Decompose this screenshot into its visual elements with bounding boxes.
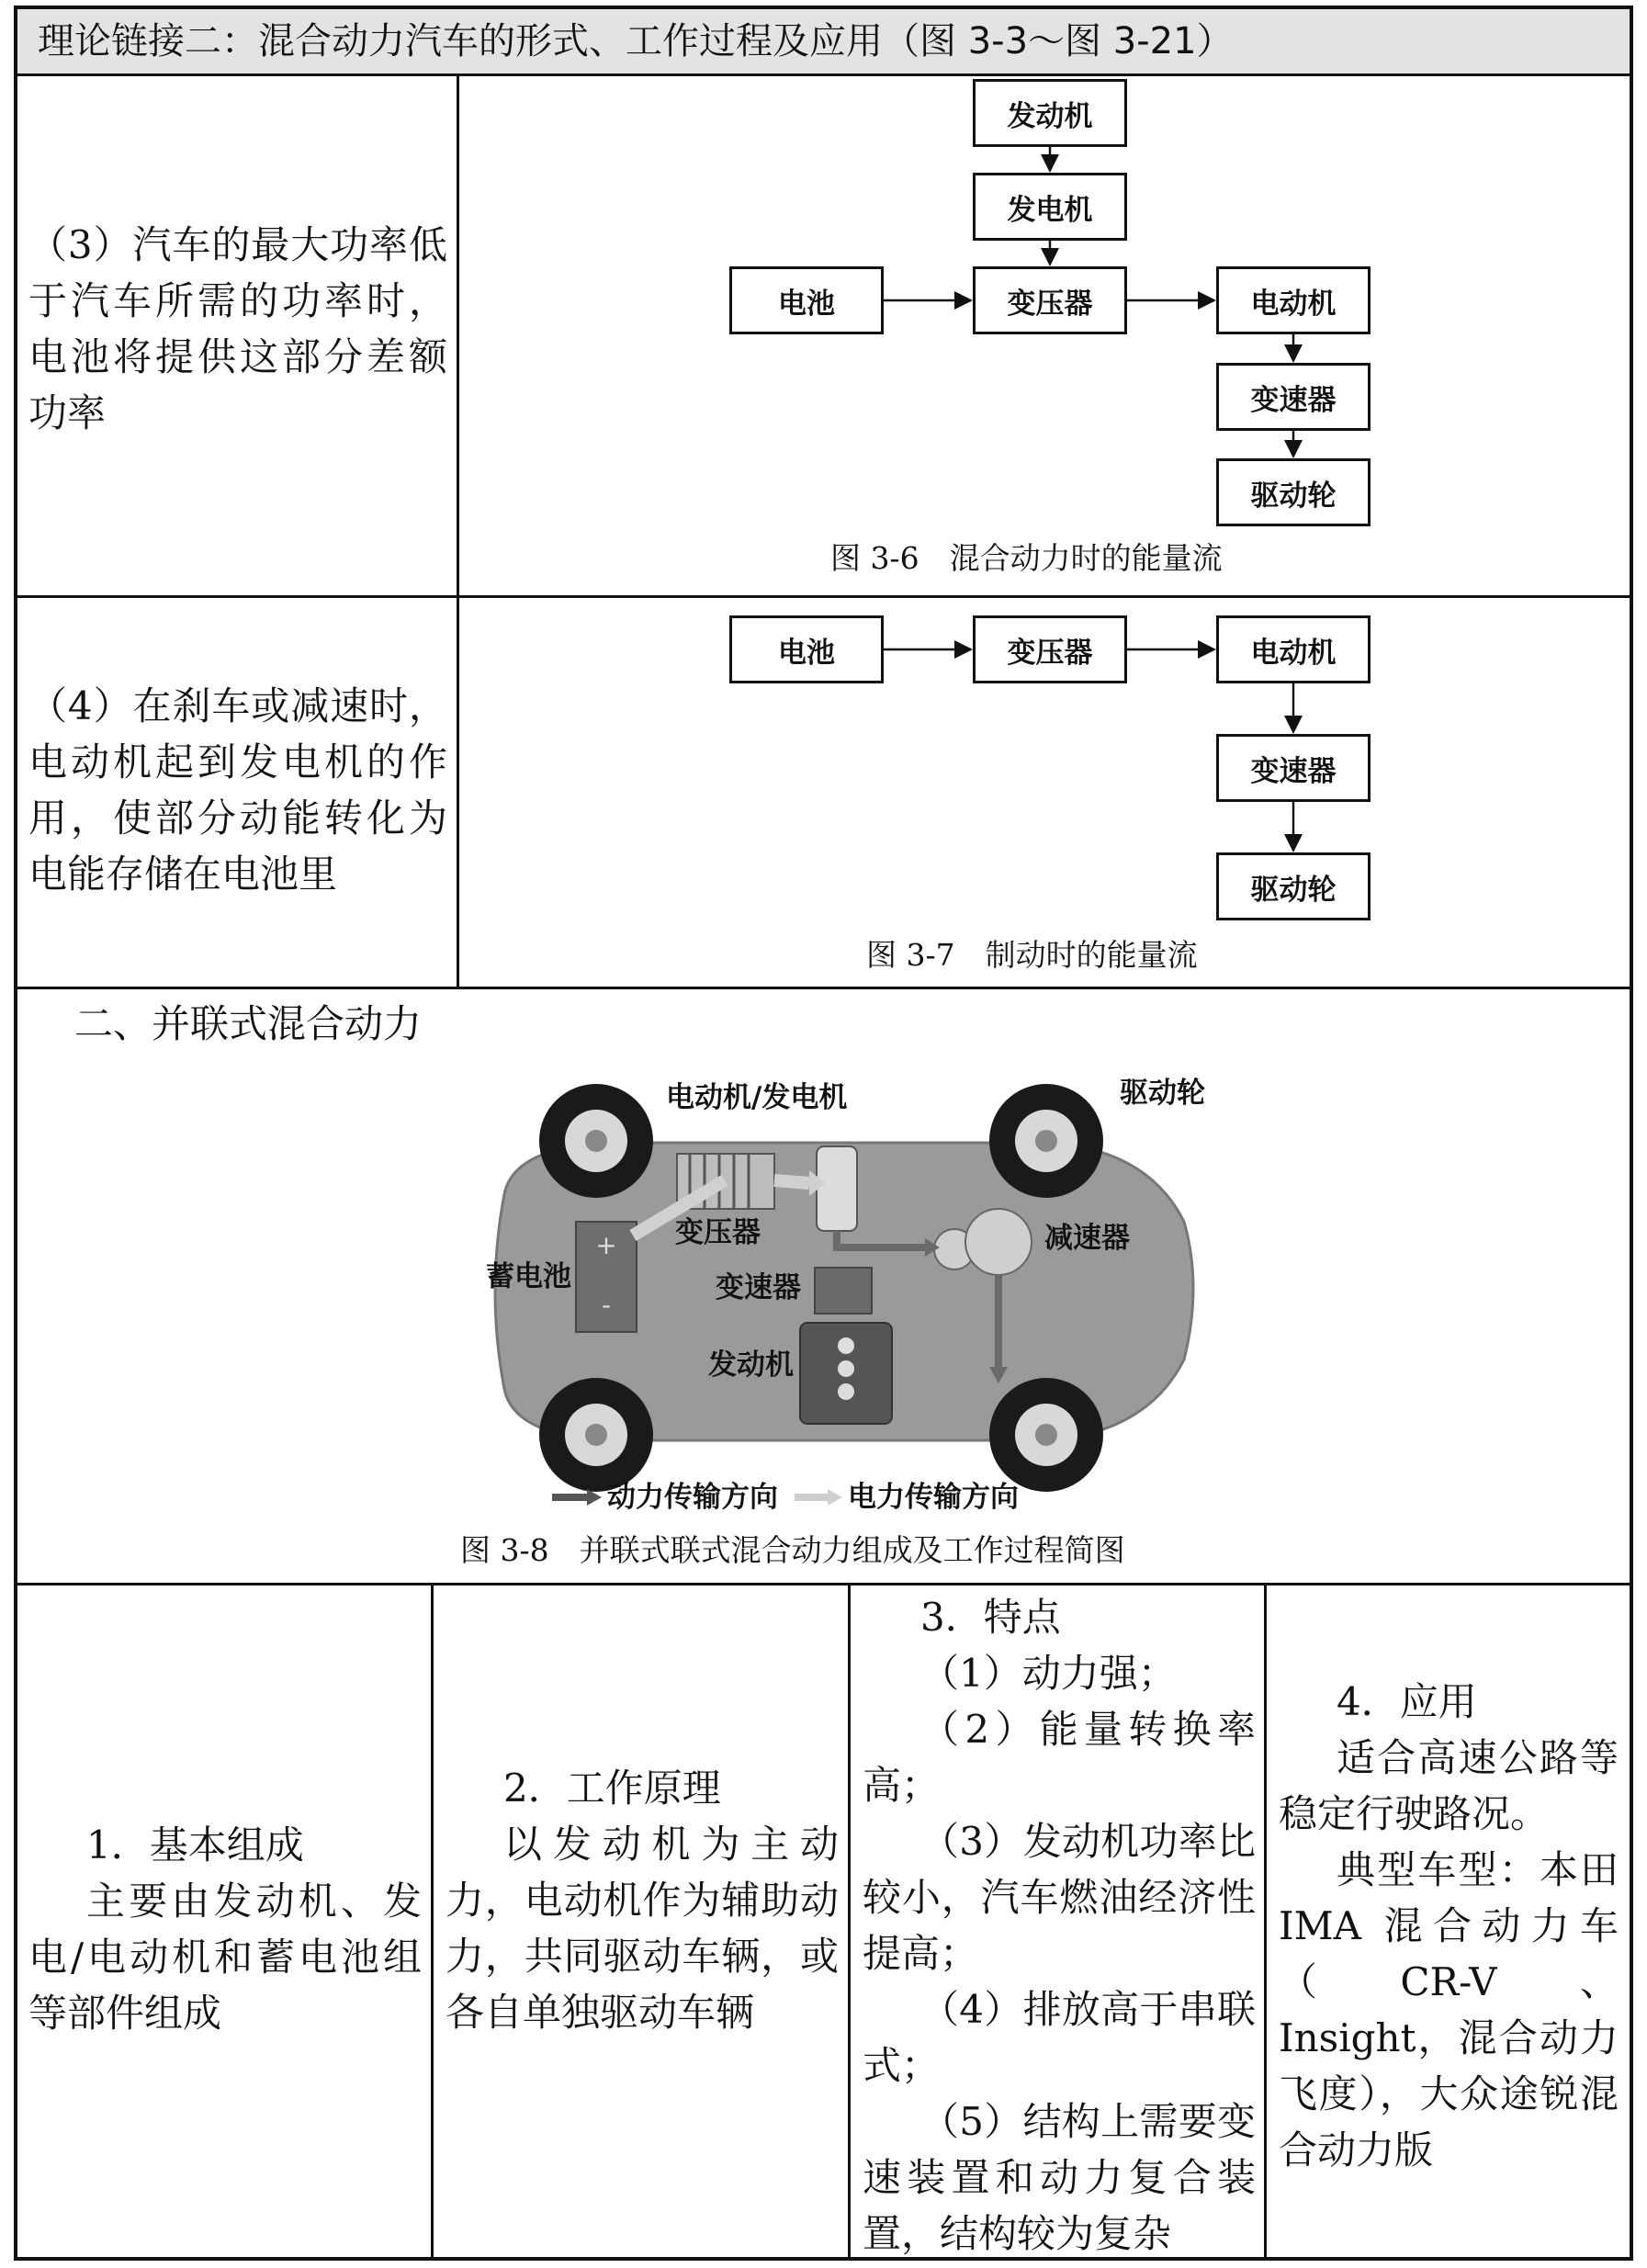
- transmission-box: 变速器: [1216, 363, 1371, 431]
- motor-generator-component: [817, 1146, 857, 1231]
- figure-legend: [552, 1481, 1019, 1514]
- feature-item: （1）动力强；: [920, 1651, 1177, 1696]
- document-page: [14, 6, 1633, 2261]
- engine-component: [800, 1323, 892, 1424]
- column-title: 4．应用: [1337, 1679, 1477, 1724]
- header-title: 理论链接二：混合动力汽车的形式、工作过程及应用（图 3-3～图 3-21）: [38, 20, 1234, 62]
- wheel-rear-left: [539, 1378, 653, 1492]
- battery-box: 电池: [729, 615, 884, 683]
- divider: [17, 987, 1630, 989]
- transformer-box: 变压器: [973, 615, 1127, 683]
- figure-caption-3-7: 图 3-7 制动时的能量流: [866, 937, 1198, 973]
- feature-item: （4）排放高于串联式；: [863, 1987, 1256, 2088]
- column-title: 2．工作原理: [503, 1766, 721, 1811]
- engine-box: 发动机: [973, 79, 1127, 147]
- label-engine: 发动机: [708, 1348, 794, 1382]
- parallel-hybrid-figure: [449, 1066, 1221, 1525]
- braking-description: （4）在刹车或减速时，电动机起到发电机的作用，使部分动能转化为电能存储在电池里: [28, 683, 447, 897]
- motor-box: 电动机: [1216, 266, 1371, 334]
- wheel-front-right: [989, 1084, 1103, 1198]
- label-battery: 蓄电池: [486, 1260, 571, 1293]
- column-working-principle: [446, 1760, 839, 2040]
- column-text: 以发动机为主动力，电动机作为辅助动力，共同驱动车辆，或各自单独驱动车辆: [446, 1822, 839, 2035]
- column-text: 主要由发动机、发电/电动机和蓄电池组等部件组成: [28, 1879, 422, 2036]
- label-transmission: 变速器: [716, 1271, 801, 1304]
- feature-item: （5）结构上需要变速装置和动力复合装置，结构较为复杂: [863, 2099, 1256, 2256]
- transmission-component: [815, 1268, 872, 1314]
- wheel-rear-right: [989, 1378, 1103, 1492]
- label-transformer: 变压器: [675, 1216, 761, 1249]
- legend-electric: 电力传输方向: [848, 1481, 1019, 1514]
- feature-item: （3）发动机功率比较小，汽车燃油经济性提高；: [863, 1819, 1256, 1976]
- figure-caption-3-8: 图 3-8 并联式联式混合动力组成及工作过程简图: [460, 1532, 1125, 1568]
- divider: [17, 1583, 1630, 1585]
- flow-arrows: [17, 9, 1630, 987]
- battery-box: 电池: [729, 266, 884, 334]
- transmission-box: 变速器: [1216, 734, 1371, 802]
- legend-power: 动力传输方向: [607, 1481, 778, 1514]
- hybrid-description: （3）汽车的最大功率低于汽车所需的功率时，电池将提供这部分差额功率: [28, 222, 447, 435]
- electric-flow-arrow: [774, 1180, 809, 1183]
- drive-wheel-box: 驱动轮: [1216, 458, 1371, 526]
- column-text: 适合高速公路等稳定行驶路况。: [1279, 1735, 1619, 1836]
- column-features: [863, 1589, 1256, 2262]
- motor-box: 电动机: [1216, 615, 1371, 683]
- divider: [431, 1583, 434, 2259]
- figure-caption-3-6: 图 3-6 混合动力时的能量流: [830, 540, 1223, 576]
- section-title: 二、并联式混合动力: [74, 1001, 423, 1046]
- label-drive-wheel: 驱动轮: [1120, 1077, 1205, 1110]
- column-title: 1．基本组成: [86, 1822, 304, 1867]
- feature-item: （2）能量转换率高；: [863, 1707, 1256, 1808]
- label-motor-generator: 电动机/发电机: [666, 1081, 848, 1114]
- label-reducer: 减速器: [1044, 1222, 1130, 1255]
- generator-box: 发电机: [973, 173, 1127, 241]
- battery-component: [576, 1222, 637, 1332]
- drive-wheel-box: 驱动轮: [1216, 852, 1371, 920]
- column-application: [1279, 1674, 1619, 2178]
- transformer-box: 变压器: [973, 266, 1127, 334]
- wheel-front-left: [539, 1084, 653, 1198]
- divider: [1264, 1583, 1267, 2259]
- column-title: 3．特点: [920, 1595, 1061, 1640]
- svg-text:+: +: [595, 1230, 617, 1260]
- column-text: 典型车型：本田 IMA 混合动力车（CR-V、Insight，混合动力飞度），大众途锐混合动力版: [1279, 1847, 1619, 2172]
- column-basic-composition: [28, 1817, 422, 2041]
- svg-text:-: -: [601, 1290, 612, 1320]
- divider: [848, 1583, 851, 2259]
